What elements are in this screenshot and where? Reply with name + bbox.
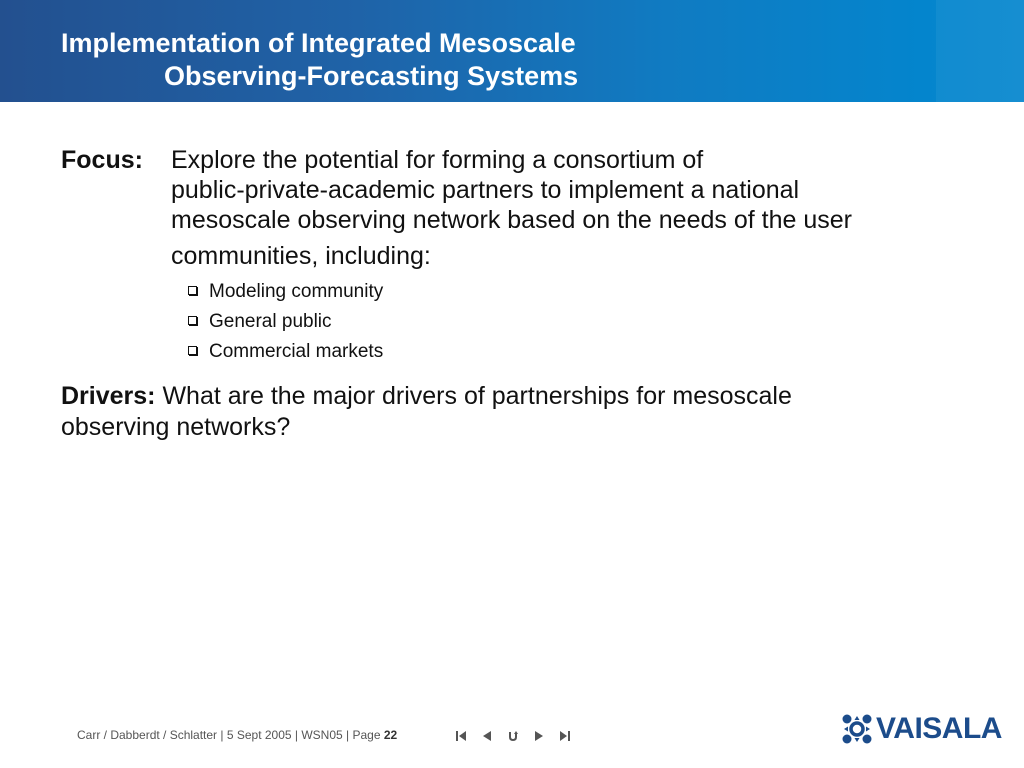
slide-navigation [448, 727, 578, 745]
title-banner [0, 0, 1024, 102]
drivers-label: Drivers: [61, 382, 156, 410]
list-item-label: Commercial markets [209, 341, 384, 362]
drivers-line-1 [61, 381, 961, 412]
focus-label: Focus: [61, 146, 143, 174]
focus-text-line: Explore the potential for forming a consortium of [171, 146, 704, 174]
previous-slide-button[interactable] [474, 727, 500, 745]
checkbox-bullet-icon [188, 316, 197, 325]
first-slide-button[interactable] [448, 727, 474, 745]
drivers-line-2: observing networks? [61, 413, 291, 441]
last-slide-button[interactable] [552, 727, 578, 745]
return-button[interactable] [500, 727, 526, 745]
vaisala-logo [842, 711, 1002, 747]
page-number: 22 [383, 728, 398, 742]
next-slide-icon [534, 731, 544, 741]
focus-text-line: public-private-academic partners to implement a national [171, 176, 800, 204]
banner-accent [936, 0, 1024, 102]
vaisala-wordmark: VAISALA [876, 712, 1002, 745]
focus-text-line: communities, including: [171, 242, 431, 270]
drivers-text: What are the major drivers of partnerships for mesoscale [162, 382, 792, 410]
list-item-label: General public [209, 311, 332, 332]
slide-title-line-1: Implementation of Integrated Mesoscale [61, 28, 576, 58]
checkbox-bullet-icon [188, 346, 197, 355]
list-item [188, 279, 383, 309]
vaisala-emblem-icon [842, 714, 872, 744]
previous-slide-icon [482, 731, 492, 741]
list-item-label: Modeling community [209, 281, 384, 302]
user-communities-list [188, 279, 383, 369]
checkbox-bullet-icon [188, 286, 197, 295]
list-item [188, 339, 383, 369]
first-slide-icon [455, 731, 467, 741]
next-slide-button[interactable] [526, 727, 552, 745]
drivers-paragraph [61, 381, 961, 443]
focus-text [171, 145, 971, 271]
list-item [188, 309, 383, 339]
footer-credits [77, 728, 397, 742]
footer-text: Carr / Dabberdt / Schlatter | 5 Sept 2005 | WSN05 | Page [77, 728, 384, 742]
return-icon [508, 731, 518, 741]
focus-text-line: mesoscale observing network based on the needs of the user [171, 206, 852, 234]
slide-title-line-2: Observing-Forecasting Systems [164, 61, 579, 91]
last-slide-icon [559, 731, 571, 741]
